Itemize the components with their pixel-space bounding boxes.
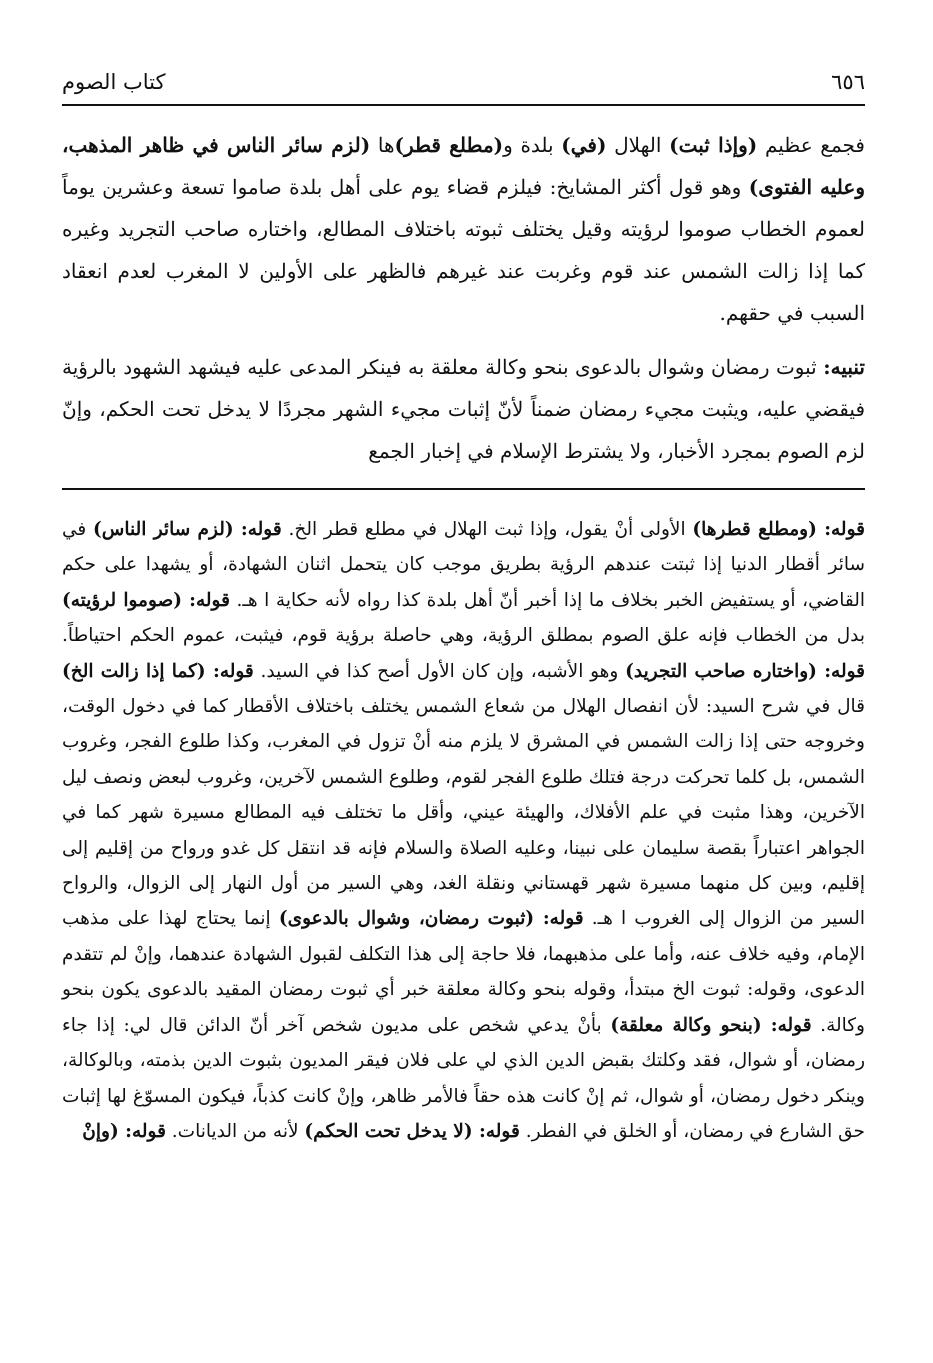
main-text [62,124,865,472]
header-rule [62,104,865,106]
running-head [62,60,865,94]
page-number: ٦٥٦ [831,70,865,94]
note-paragraph: تنبيه: ثبوت رمضان وشوال بالدعوى بنحو وكالة معلقة به فينكر المدعى عليه فيشهد الشهود بالرؤية فيقضي عليه، ويثبت مجيء رمضان ضمناً لأنّ إثبات مجيء الشهر مجردًا لا يدخل تحت الحكم، وإنّ لزم الصوم بمجرد الأخبار، ولا يشترط الإسلام في إخبار الجمع [62,355,865,463]
main-paragraph: فجمع عظيم (وإذا ثبت) الهلال (في) بلدة و(مطلع قطر)ها (لزم سائر الناس في ظاهر المذهب، وعليه الفتوى) وهو قول أكثر المشايخ: فيلزم قضاء يوم على أهل بلدة صاموا تسعة وعشرين يوماً لعموم الخطاب صوموا لرؤيته وقيل يختلف ثبوته باختلاف المطالع، واختاره صاحب التجريد وغيره كما إذا زالت الشمس عند قوم وغربت عند غيرهم فالظهر على الأولين لا المغرب لعدم انعقاد السبب في حقهم. [62,133,865,325]
commentary-rule [62,488,865,490]
commentary-paragraph: قوله: (ومطلع قطرها) الأولى أنْ يقول، وإذا ثبت الهلال في مطلع قطر الخ. قوله: (لزم سائر الناس) في سائر أقطار الدنيا إذا ثبتت عندهم الرؤية بطريق موجب كان يتحمل اثنان الشهادة، أو يشهدا على حكم القاضي، أو يستفيض الخبر بخلاف ما إذا أخبر أنّ أهل بلدة كذا رواه لأنه حكاية ا هـ. قوله: (صوموا لرؤيته) بدل من الخطاب فإنه علق الصوم بمطلق الرؤية، وهي حاصلة برؤية قوم، فيثبت، عموم الحكم احتياطاً. قوله: (واختاره صاحب التجريد) وهو الأشبه، وإن كان الأول أصح كذا في السيد. قوله: (كما إذا زالت الخ) قال في شرح السيد: لأن انفصال الهلال من شعاع الشمس يختلف باختلاف الأقطار كما في دخول الوقت، وخروجه حتى إذا زالت الشمس في المشرق لا يلزم منه أنْ تزول في المغرب، وكذا طلوع الفجر، وغروب الشمس، بل كلما تحركت درجة فتلك طلوع الفجر لقوم، وطلوع الشمس لآخرين، وغروب لبعض ونصف ليل الآخرين، وهذا مثبت في علم الأفلاك، والهيئة عيني، وأقل ما تختلف فيه المطالع مسيرة شهر كما في الجواهر اعتباراً بقصة سليمان على نبينا، وعليه الصلاة والسلام فإنه قد انتقل كل غدو ورواح من إقليم إلى إقليم، وبين كل منهما مسيرة شهر قهستاني ونقلة الغد، وهي السير من أول النهار إلى الزوال، والرواح السير من الزوال إلى الغروب ا هـ. قوله: (ثبوت رمضان، وشوال بالدعوى) إنما يحتاج لهذا على مذهب الإمام، وفيه خلاف عنه، وأما على مذهبهما، فلا حاجة إلى هذا التكلف لقبول الشهادة عندهما، وإنْ لم تتقدم الدعوى، وقوله: ثبوت الخ مبتدأ، وقوله بنحو وكالة معلقة خبر أي ثبوت رمضان المقيد بالدعوى يكون بنحو وكالة. قوله: (بنحو وكالة معلقة) بأنْ يدعي شخص على مديون شخص آخر أنّ الدائن قال لي: إذا جاء رمضان، أو شوال، فقد وكلتك بقبض الدين الذي لي على فلان فيقر المديون بثبوت الدين بذمته، وبالوكالة، وينكر دخول رمضان، أو شوال، ثم إنْ كانت هذه حقاً فالأمر ظاهر، وإنْ كانت كذباً، فيكون المسوّغ لها إثبات حق الشارع في رمضان، أو الخلق في الفطر. قوله: (لا يدخل تحت الحكم) لأنه من الديانات. قوله: (وإنْ [62,519,865,1142]
commentary-text [62,512,865,1149]
book-title: كتاب الصوم [62,70,166,94]
